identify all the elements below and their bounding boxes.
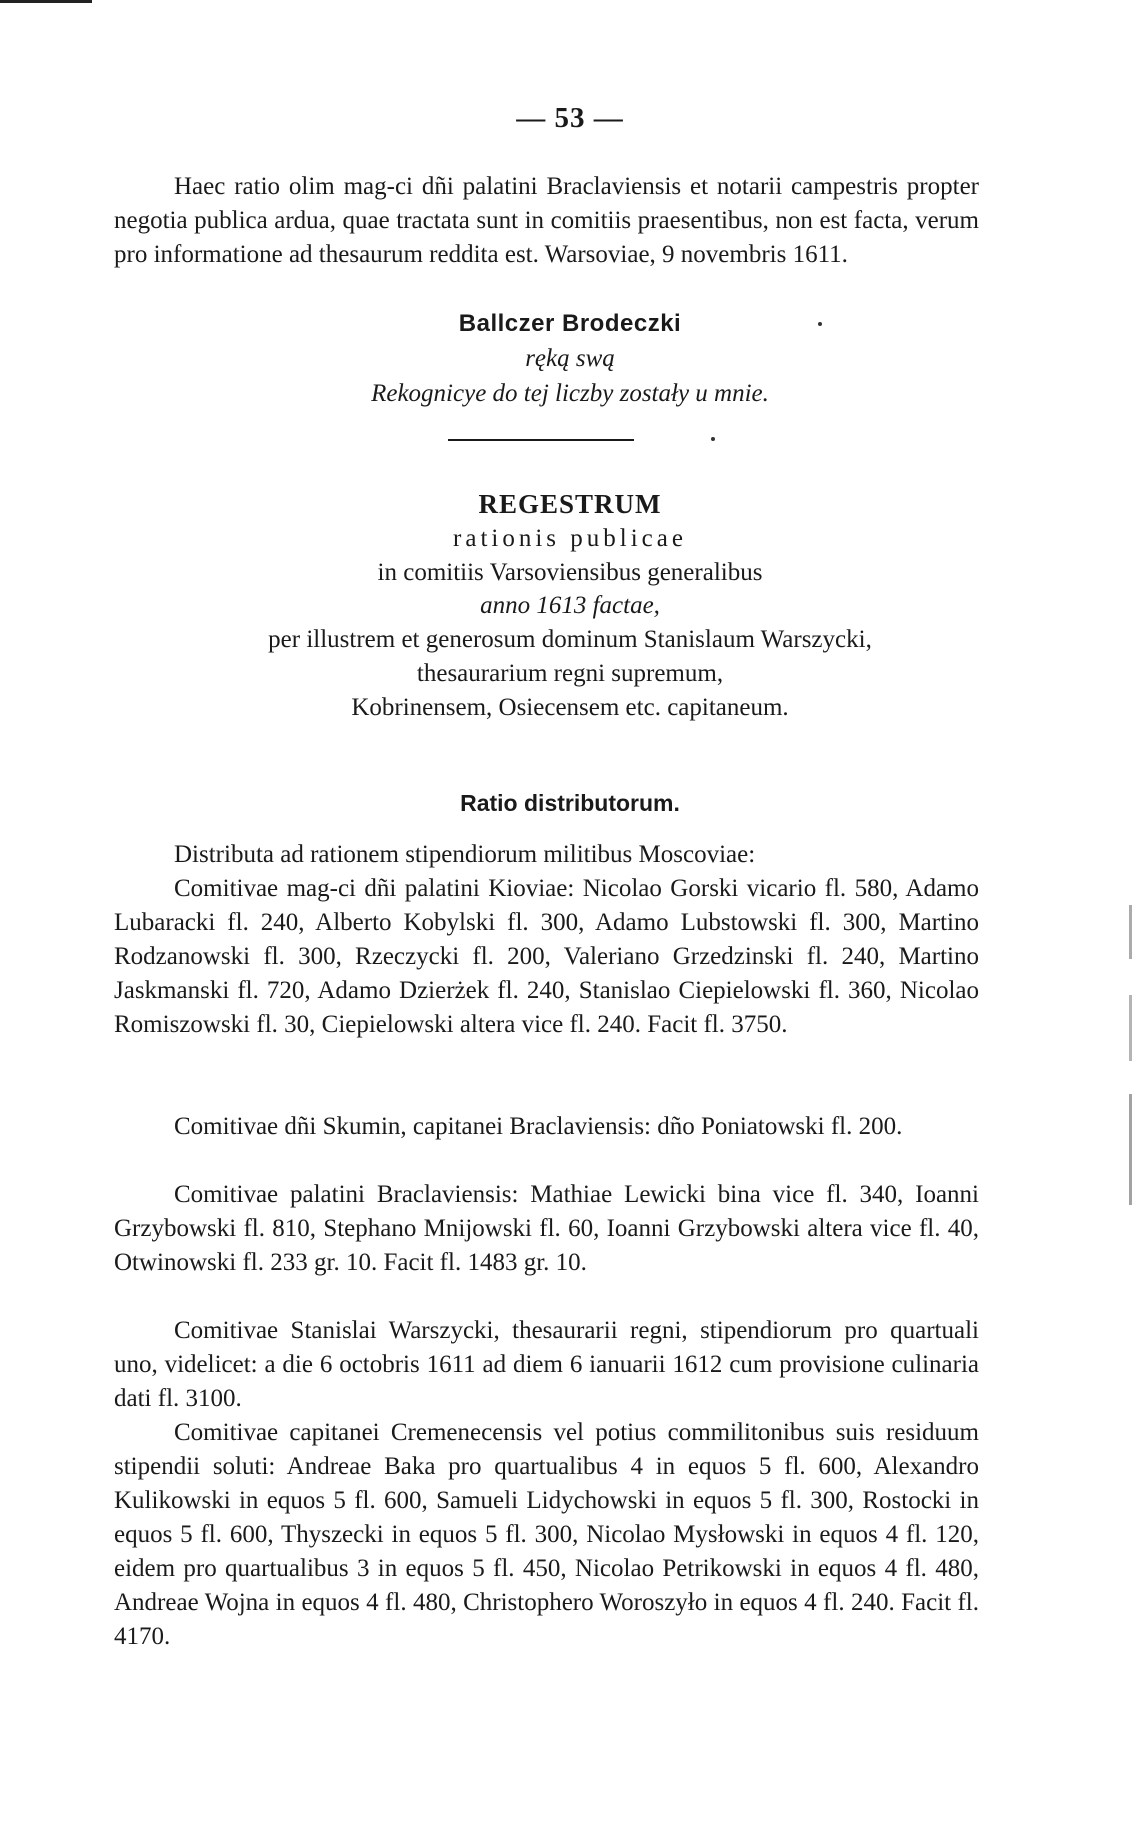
section-title: Ratio distributorum. — [460, 790, 680, 816]
paragraph-warszycki: Comitivae Stanislai Warszycki, thesaurarii regni, stipendiorum pro quartuali uno, videlicet: a die 6 octobris 1611 ad diem 6 ianuarii 1612 cum provisione culinaria dati fl. 3100. — [114, 1317, 979, 1412]
registrum-line-1: rationis publicae — [453, 525, 687, 552]
signature-hand: ręką swą — [525, 345, 615, 372]
paragraph-braclaviensis: Comitivae palatini Braclaviensis: Mathiae Lewicki bina vice fl. 340, Ioanni Grzybowski fl. 810, Stephano Mnijowski fl. 60, Ioanni Grzybowski altera vice fl. 40, Otwinowski fl. 233 gr. 10. Facit fl. 1483 gr. 10. — [114, 1181, 979, 1276]
registrum-line-3: anno 1613 factae, — [480, 592, 660, 619]
registrum-line-6: Kobrinensem, Osiecensem etc. capitaneum. — [351, 694, 789, 721]
scan-edge-marks — [1129, 905, 1132, 1205]
paragraph-kioviae: Comitivae mag-ci dñi palatini Kioviae: Nicolao Gorski vicario fl. 580, Adamo Lubaracki fl. 240, Alberto Kobylski fl. 300, Adamo Lubstowski fl. 300, Martino Rodzanowski fl. 300, Rzeczycki fl. 200, Valeriano Grzedzinski fl. 240, Martino Jaskmanski fl. 720, Adamo Dzierżek fl. 240, Stanislao Ciepielowski fl. 360, Nicolao Romiszowski fl. 30, Ciepielowski altera vice fl. 240. Facit fl. 3750. — [114, 875, 979, 1038]
stray-dot — [711, 437, 715, 441]
registrum-line-2: in comitiis Varsoviensibus generalibus — [377, 559, 763, 586]
top-left-rule — [0, 0, 92, 3]
registrum-line-5: thesaurarium regni supremum, — [416, 660, 724, 687]
registrum-title: REGESTRUM — [478, 489, 662, 519]
signature-name: Ballczer Brodeczki — [458, 310, 682, 337]
section-divider — [448, 439, 634, 441]
section-intro: Distributa ad rationem stipendiorum militibus Moscoviae: — [174, 841, 756, 868]
paragraph-skumin: Comitivae dñi Skumin, capitanei Braclaviensis: dño Poniatowski fl. 200. — [174, 1113, 903, 1140]
page-number: — 53 — — [516, 102, 624, 134]
paragraph-cremenecensis: Comitivae capitanei Cremenecensis vel potius commilitonibus suis residuum stipendii soluti: Andreae Baka pro quartualibus 4 in equos 5 fl. 600, Alexandro Kulikowski in equos 5 fl. 600, Samueli Lidychowski in equos 5 fl. 300, Rostocki in equos 5 fl. 600, Thyszecki in equos 5 fl. 300, Nicolao Mysłowski in equos 4 fl. 120, eidem pro quartualibus 3 in equos 5 fl. 450, Nicolao Petrikowski in equos 4 fl. 480, Andreae Wojna in equos 4 fl. 480, Christophero Woroszyło in equos 4 fl. 240. Facit fl. 4170. — [114, 1419, 979, 1650]
intro-paragraph: Haec ratio olim mag-ci dñi palatini Braclaviensis et notarii campestris propter negotia publica ardua, quae tractata sunt in comitiis praesentibus, non est facta, verum pro informatione ad thesaurum reddita est. Warsoviae, 9 novembris 1611. — [114, 173, 979, 268]
registrum-line-4: per illustrem et generosum dominum Stanislaum Warszycki, — [268, 626, 872, 653]
signature-note: Rekognicye do tej liczby zostały u mnie. — [371, 380, 769, 407]
stray-dot — [818, 322, 822, 326]
